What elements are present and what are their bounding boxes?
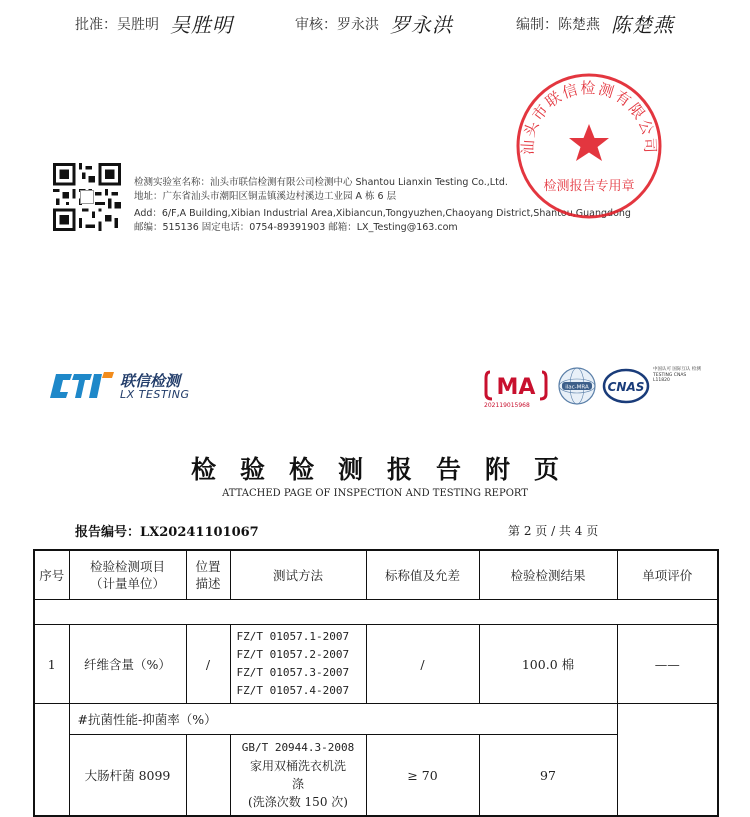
row2-result: 97 — [479, 735, 617, 817]
qr-code-icon — [53, 163, 121, 231]
header-position-line1: 位置 — [195, 559, 221, 574]
header-method: 测试方法 — [230, 550, 366, 600]
header-item — [69, 550, 186, 600]
row1-method-1: FZ/T 01057.1-2007 — [236, 630, 350, 643]
lab-name: 检测实验室名称：汕头市联信检测有限公司检测中心 Shantou Lianxin Testing Co.,Ltd. — [134, 177, 508, 188]
star-icon — [569, 124, 609, 161]
row1-method-2: FZ/T 01057.2-2007 — [236, 648, 350, 661]
ilac-mra-badge-icon — [557, 366, 597, 406]
logo-name-en: LX TESTING — [120, 388, 190, 401]
row2-nominal: ≥ 70 — [366, 735, 479, 817]
compiler-label: 编制：陈楚燕 — [516, 17, 600, 33]
lab-contact: 邮编：515136 固定电话：0754-89391903 邮箱：LX_Testing@163.com — [134, 222, 458, 233]
row1-nominal: / — [366, 625, 479, 704]
header-seq: 序号 — [34, 550, 69, 600]
table-spacer-row — [34, 600, 718, 625]
page-number: 第 2 页 / 共 4 页 — [508, 524, 599, 538]
row1-seq: 1 — [34, 625, 69, 704]
table-row — [34, 625, 718, 704]
table-header-row — [34, 550, 718, 600]
lx-testing-logo-icon — [50, 370, 116, 402]
official-seal-stamp — [515, 72, 663, 220]
report-subtitle: ATTACHED PAGE OF INSPECTION AND TESTING REPORT — [222, 488, 528, 499]
report-number: 报告编号：LX20241101067 — [75, 525, 259, 540]
lab-address-en: Add：6/F,A Building,Xibian Industrial Area,Xibiancun,Tongyuzhen,Chaoyang District,Shantou,Guangdong — [134, 208, 631, 219]
svg-text:MA: MA — [496, 375, 536, 400]
spacer-cell — [34, 600, 718, 625]
lab-address-cn: 地址：广东省汕头市潮阳区铜盂镇溪边村溪边工业园 A 栋 6 层 — [134, 191, 397, 202]
test-results-table — [33, 549, 719, 817]
cma-number: 202119015968 — [484, 402, 530, 409]
header-result: 检验检测结果 — [479, 550, 617, 600]
svg-text:CNAS: CNAS — [607, 380, 645, 394]
header-position-line2: 描述 — [195, 576, 221, 591]
logo-name-cn: 联信检测 — [120, 372, 181, 390]
group-title: #抗菌性能-抑菌率（%） — [69, 704, 617, 735]
group-seq — [34, 704, 69, 817]
row1-methods — [230, 625, 366, 704]
reviewer-label: 审核：罗永洪 — [295, 17, 379, 33]
table-row — [34, 735, 718, 817]
stamp-ring-text: 汕头市联信检测有限公司 — [518, 79, 660, 156]
header-nominal: 标称值及允差 — [366, 550, 479, 600]
row1-item: 纤维含量（%） — [69, 625, 186, 704]
row2-method-line1: GB/T 20944.3-2008 — [241, 741, 355, 754]
reviewer-signature: 罗永洪 — [390, 13, 453, 37]
group-evaluation — [617, 704, 718, 817]
cma-badge-icon — [484, 368, 548, 402]
approver-label: 批准：吴胜明 — [75, 17, 159, 33]
stamp-bottom-text: 检测报告专用章 — [543, 179, 635, 194]
approver-signature: 吴胜明 — [170, 13, 233, 37]
row2-item: 大肠杆菌 8099 — [69, 735, 186, 817]
row2-position — [186, 735, 230, 817]
row1-position: / — [186, 625, 230, 704]
row2-method-line3: 涤 — [291, 777, 304, 791]
cnas-label: 中国认可 国际互认 检测 TESTING CNAS L11820 — [653, 367, 701, 384]
row1-result: 100.0 棉 — [479, 625, 617, 704]
row2-method-line4: (洗涤次数 150 次) — [248, 795, 348, 809]
row2-method-line2: 家用双桶洗衣机洗 — [249, 759, 346, 773]
report-title: 检验检测报告附页 — [190, 455, 583, 484]
header-position — [186, 550, 230, 600]
header-evaluation: 单项评价 — [617, 550, 718, 600]
cnas-badge-icon — [602, 366, 650, 406]
row1-method-4: FZ/T 01057.4-2007 — [236, 684, 350, 697]
svg-text:ilac-MRA: ilac-MRA — [565, 384, 589, 391]
table-group-row — [34, 704, 718, 735]
row2-method — [230, 735, 366, 817]
row1-method-3: FZ/T 01057.3-2007 — [236, 666, 350, 679]
header-item-name: 检验检测项目 — [89, 559, 165, 574]
row1-evaluation: —— — [617, 625, 718, 704]
compiler-signature: 陈楚燕 — [611, 13, 674, 37]
header-item-unit: （计量单位） — [89, 576, 165, 591]
